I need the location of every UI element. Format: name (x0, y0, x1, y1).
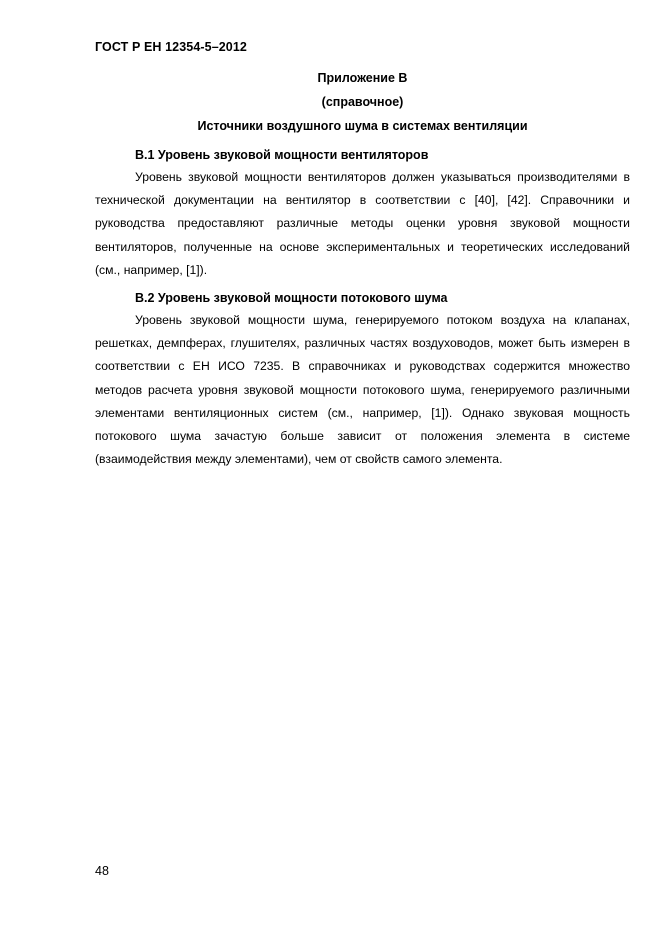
section-paragraph-b2: Уровень звуковой мощности шума, генерируемого потоком воздуха на клапанах, решетках, демпферах, глушителях, различных частях воздуховодов, может быть измерен в соответствии с ЕН ИСО 7235. В справочниках и руководствах содержится множество методов расчета уровня звуковой мощности потокового шума, генерируемого различными элементами вентиляционных систем (см., например, [1]). Однако звуковая мощность потокового шума зачастую больше зависит от положения элемента в системе (взаимодействия между элементами), чем от свойств самого элемента. (95, 313, 630, 467)
annex-type: (справочное) (321, 95, 404, 109)
annex-title: Приложение В (317, 71, 408, 85)
section-heading-b1: В.1 Уровень звуковой мощности вентиляторов (135, 148, 429, 162)
section-heading-b2: В.2 Уровень звуковой мощности потокового шума (135, 291, 448, 305)
section-paragraph-b1: Уровень звуковой мощности вентиляторов должен указываться производителями в технической документации на вентилятор в соответствии с [40], [42]. Справочники и руководства предоставляют различные методы оценки уровня звуковой мощности вентиляторов, полученные на основе экспериментальных и теоретических исследований (см., например, [1]). (95, 170, 630, 277)
annex-heading: Источники воздушного шума в системах вентиляции (197, 119, 528, 133)
page-number: 48 (95, 864, 109, 878)
document-code-header: ГОСТ Р ЕН 12354-5–2012 (95, 40, 247, 54)
